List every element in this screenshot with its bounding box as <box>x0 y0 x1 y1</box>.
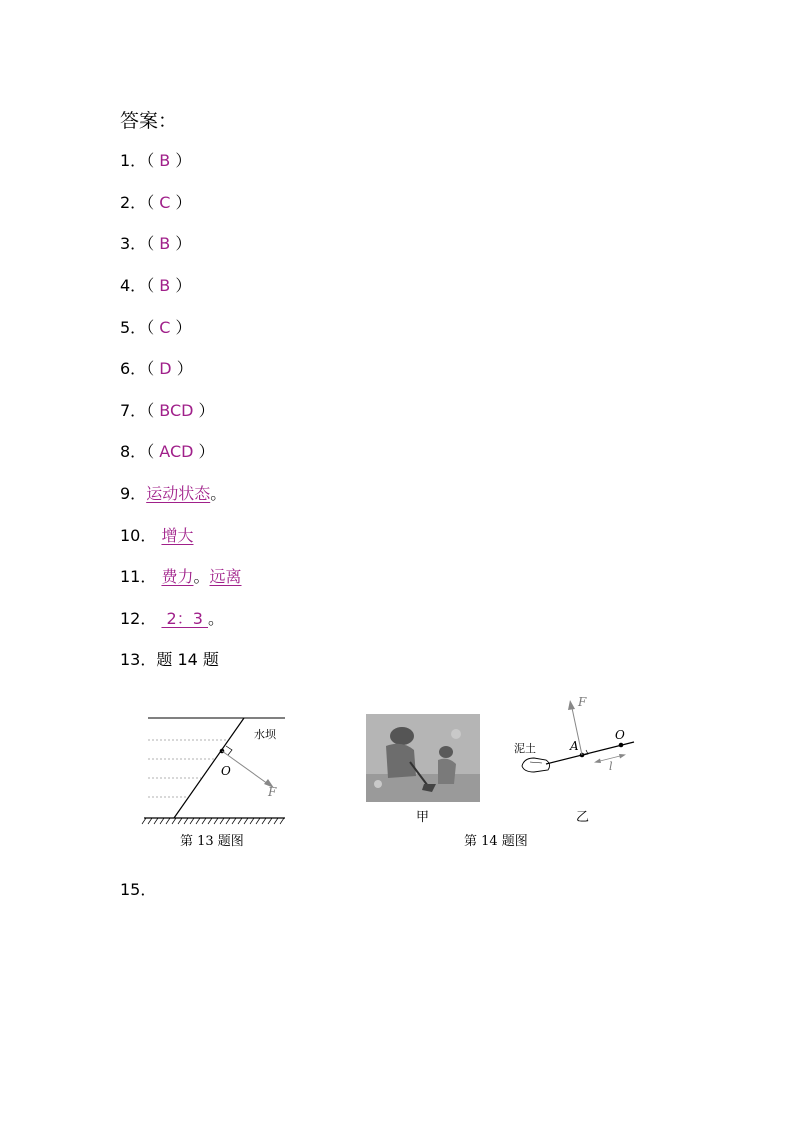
dam-diagram <box>140 708 290 848</box>
page-title: 答案： <box>120 110 178 132</box>
force-f-label: F <box>268 785 277 799</box>
force-f-label-14: F <box>578 695 587 709</box>
answer-15: 15． <box>120 880 157 899</box>
answer-8: 8．（ ACD ） <box>120 442 215 461</box>
dam-label: 水坝 <box>254 728 276 741</box>
figure-13-caption: 第 13 题图 <box>180 834 244 849</box>
diagram-label: 乙 <box>576 810 590 825</box>
answer-4: 4．（ B ） <box>120 276 192 295</box>
shovel-photo <box>366 714 480 802</box>
photo-label: 甲 <box>416 810 430 825</box>
answer-10: 10． 增大 <box>120 526 194 545</box>
point-o-label: O <box>221 764 231 778</box>
point-o-label-14: O <box>615 728 625 742</box>
point-a-label: A <box>570 739 579 753</box>
length-l-label: l <box>609 760 613 773</box>
answer-3: 3．（ B ） <box>120 234 192 253</box>
answer-9: 9．运动状态。 <box>120 484 227 503</box>
answer-2: 2．（ C ） <box>120 193 192 212</box>
figure-14-caption: 第 14 题图 <box>464 834 528 849</box>
answer-13: 13．题 14 题 <box>120 650 219 669</box>
answer-5: 5．（ C ） <box>120 318 192 337</box>
shovel-lever-diagram <box>512 692 642 802</box>
answer-6: 6．（ D ） <box>120 359 193 378</box>
answer-11: 11． 费力。远离 <box>120 567 242 586</box>
answer-7: 7．（ BCD ） <box>120 401 215 420</box>
answer-12: 12． 2：3 。 <box>120 609 225 628</box>
soil-label: 泥土 <box>514 742 536 755</box>
answer-1: 1．（ B ） <box>120 151 192 170</box>
